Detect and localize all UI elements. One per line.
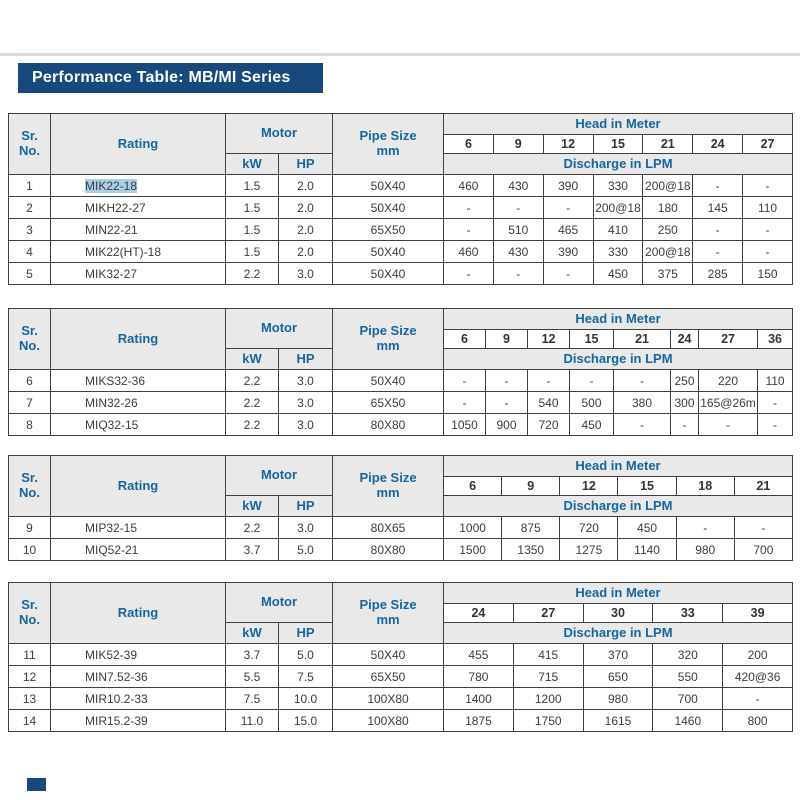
discharge-value-cell: -: [486, 370, 528, 392]
col-header-sr-no: Sr. No.: [9, 456, 51, 517]
pipe-size-cell: 50X40: [333, 644, 444, 666]
col-header-kw: kW: [226, 349, 279, 370]
discharge-value-cell: 300: [671, 392, 699, 414]
pipe-size-cell: 50X40: [333, 241, 444, 263]
kw-cell: 5.5: [226, 666, 279, 688]
discharge-value-cell: 415: [513, 644, 583, 666]
discharge-value-cell: -: [528, 370, 570, 392]
head-meter-value: 21: [734, 477, 792, 496]
discharge-value-cell: 200@18: [593, 197, 643, 219]
kw-cell: 2.2: [226, 392, 279, 414]
kw-cell: 2.2: [226, 517, 279, 539]
discharge-value-cell: 375: [643, 263, 693, 285]
table-body-4: [9, 644, 793, 732]
discharge-value-cell: 720: [560, 517, 618, 539]
sr-no-cell: 7: [9, 392, 51, 414]
pipe-size-cell: 80X65: [333, 517, 444, 539]
head-meter-value: 6: [444, 135, 494, 154]
col-header-hp: HP: [279, 623, 333, 644]
rating-cell: MIN32-26: [51, 392, 226, 414]
col-header-discharge: Discharge in LPM: [444, 349, 793, 370]
hp-cell: 2.0: [279, 219, 333, 241]
discharge-value-cell: 450: [593, 263, 643, 285]
discharge-value-cell: 900: [486, 414, 528, 436]
discharge-value-cell: 980: [583, 688, 653, 710]
discharge-value-cell: -: [570, 370, 614, 392]
sr-no-cell: 9: [9, 517, 51, 539]
rating-cell: MIKS32-36: [51, 370, 226, 392]
top-divider-line: [0, 53, 800, 56]
rating-cell: MIN22-21: [51, 219, 226, 241]
col-header-pipe-size: Pipe Size mm: [333, 309, 444, 370]
performance-table-1: [8, 113, 793, 285]
pipe-size-cell: 65X50: [333, 666, 444, 688]
sr-no-cell: 11: [9, 644, 51, 666]
discharge-value-cell: 1275: [560, 539, 618, 561]
kw-cell: 2.2: [226, 370, 279, 392]
head-meter-value: 12: [560, 477, 618, 496]
col-header-discharge: Discharge in LPM: [444, 154, 793, 175]
table-body-2: [9, 370, 793, 436]
discharge-value-cell: 700: [653, 688, 723, 710]
col-header-head-in-meter: Head in Meter: [444, 309, 793, 330]
pipe-size-cell: 80X80: [333, 539, 444, 561]
discharge-value-cell: 200@18: [643, 175, 693, 197]
discharge-value-cell: 1500: [444, 539, 502, 561]
table-row: [9, 644, 793, 666]
discharge-value-cell: 1000: [444, 517, 502, 539]
sr-no-cell: 3: [9, 219, 51, 241]
col-header-kw: kW: [226, 623, 279, 644]
col-header-discharge: Discharge in LPM: [444, 496, 793, 517]
col-header-discharge: Discharge in LPM: [444, 623, 793, 644]
table-row: [9, 414, 793, 436]
hp-cell: 7.5: [279, 666, 333, 688]
discharge-value-cell: 1350: [502, 539, 560, 561]
col-header-hp: HP: [279, 496, 333, 517]
performance-table-2: [8, 308, 793, 436]
pipe-size-cell: 80X80: [333, 414, 444, 436]
discharge-value-cell: 430: [493, 241, 543, 263]
discharge-value-cell: -: [614, 414, 671, 436]
table-body-1: [9, 175, 793, 285]
kw-cell: 1.5: [226, 175, 279, 197]
discharge-value-cell: 1460: [653, 710, 723, 732]
table-row: [9, 710, 793, 732]
discharge-value-cell: -: [543, 263, 593, 285]
head-meter-value: 30: [583, 604, 653, 623]
hp-cell: 3.0: [279, 392, 333, 414]
col-header-sr-no: Sr. No.: [9, 114, 51, 175]
discharge-value-cell: 1750: [513, 710, 583, 732]
discharge-value-cell: 510: [493, 219, 543, 241]
head-meter-value: 27: [699, 330, 758, 349]
head-meter-value: 15: [570, 330, 614, 349]
col-header-head-in-meter: Head in Meter: [444, 114, 793, 135]
kw-cell: 11.0: [226, 710, 279, 732]
page-title: Performance Table: MB/MI Series: [18, 63, 323, 93]
table-row: [9, 197, 793, 219]
head-meter-value: 12: [543, 135, 593, 154]
performance-table-4: [8, 582, 793, 732]
kw-cell: 1.5: [226, 241, 279, 263]
head-meter-value: 6: [444, 330, 486, 349]
discharge-value-cell: -: [671, 414, 699, 436]
discharge-value-cell: 320: [653, 644, 723, 666]
head-meter-value: 21: [643, 135, 693, 154]
kw-cell: 1.5: [226, 197, 279, 219]
discharge-value-cell: 460: [444, 241, 494, 263]
discharge-value-cell: 430: [493, 175, 543, 197]
sr-no-cell: 14: [9, 710, 51, 732]
discharge-value-cell: 220: [699, 370, 758, 392]
head-meter-value: 6: [444, 477, 502, 496]
hp-cell: 3.0: [279, 414, 333, 436]
pipe-size-cell: 50X40: [333, 263, 444, 285]
discharge-value-cell: 200@18: [643, 241, 693, 263]
discharge-value-cell: 285: [693, 263, 743, 285]
head-meter-value: 39: [723, 604, 793, 623]
head-meter-value: 33: [653, 604, 723, 623]
head-meter-value: 27: [513, 604, 583, 623]
discharge-value-cell: 380: [614, 392, 671, 414]
col-header-kw: kW: [226, 496, 279, 517]
kw-cell: 3.7: [226, 539, 279, 561]
discharge-value-cell: -: [543, 197, 593, 219]
discharge-value-cell: -: [614, 370, 671, 392]
sr-no-cell: 6: [9, 370, 51, 392]
kw-cell: 1.5: [226, 219, 279, 241]
discharge-value-cell: -: [743, 219, 793, 241]
col-header-pipe-size: Pipe Size mm: [333, 114, 444, 175]
discharge-value-cell: -: [444, 263, 494, 285]
col-header-hp: HP: [279, 154, 333, 175]
kw-cell: 2.2: [226, 263, 279, 285]
discharge-value-cell: -: [693, 241, 743, 263]
discharge-value-cell: 1200: [513, 688, 583, 710]
pipe-size-cell: 100X80: [333, 710, 444, 732]
table-row: [9, 517, 793, 539]
table-row: [9, 392, 793, 414]
head-meter-value: 24: [693, 135, 743, 154]
rating-cell: MIR15.2-39: [51, 710, 226, 732]
discharge-value-cell: -: [723, 688, 793, 710]
col-header-sr-no: Sr. No.: [9, 309, 51, 370]
col-header-head-in-meter: Head in Meter: [444, 456, 793, 477]
rating-cell: [51, 175, 226, 197]
head-meter-value: 24: [671, 330, 699, 349]
discharge-value-cell: 455: [444, 644, 514, 666]
head-meter-value: 9: [493, 135, 543, 154]
col-header-motor: Motor: [226, 456, 333, 496]
col-header-rating: Rating: [51, 114, 226, 175]
table-row: [9, 688, 793, 710]
hp-cell: 15.0: [279, 710, 333, 732]
hp-cell: 2.0: [279, 241, 333, 263]
pipe-size-cell: 50X40: [333, 197, 444, 219]
rating-cell: MIN7.52-36: [51, 666, 226, 688]
discharge-value-cell: 420@36: [723, 666, 793, 688]
kw-cell: 3.7: [226, 644, 279, 666]
rating-cell: MIQ32-15: [51, 414, 226, 436]
discharge-value-cell: 460: [444, 175, 494, 197]
head-meter-value: 21: [614, 330, 671, 349]
rating-cell: MIP32-15: [51, 517, 226, 539]
head-meter-value: 15: [593, 135, 643, 154]
hp-cell: 5.0: [279, 539, 333, 561]
discharge-value-cell: 390: [543, 241, 593, 263]
discharge-value-cell: -: [734, 517, 792, 539]
discharge-value-cell: -: [758, 414, 793, 436]
discharge-value-cell: 150: [743, 263, 793, 285]
table-body-3: [9, 517, 793, 561]
col-header-motor: Motor: [226, 114, 333, 154]
discharge-value-cell: 370: [583, 644, 653, 666]
discharge-value-cell: 200: [723, 644, 793, 666]
pipe-size-cell: 50X40: [333, 175, 444, 197]
discharge-value-cell: -: [444, 197, 494, 219]
discharge-value-cell: 410: [593, 219, 643, 241]
hp-cell: 3.0: [279, 517, 333, 539]
discharge-value-cell: 800: [723, 710, 793, 732]
page-footer-marker: [27, 778, 46, 791]
discharge-value-cell: 450: [570, 414, 614, 436]
performance-table-3: [8, 455, 793, 561]
col-header-head-in-meter: Head in Meter: [444, 583, 793, 604]
col-header-hp: HP: [279, 349, 333, 370]
hp-cell: 3.0: [279, 370, 333, 392]
discharge-value-cell: 450: [618, 517, 676, 539]
discharge-value-cell: 715: [513, 666, 583, 688]
discharge-value-cell: -: [444, 219, 494, 241]
hp-cell: 10.0: [279, 688, 333, 710]
discharge-value-cell: 500: [570, 392, 614, 414]
discharge-value-cell: 1615: [583, 710, 653, 732]
discharge-value-cell: 465: [543, 219, 593, 241]
sr-no-cell: 2: [9, 197, 51, 219]
kw-cell: 2.2: [226, 414, 279, 436]
discharge-value-cell: 145: [693, 197, 743, 219]
discharge-value-cell: -: [699, 414, 758, 436]
discharge-value-cell: 330: [593, 175, 643, 197]
table-row: [9, 241, 793, 263]
col-header-sr-no: Sr. No.: [9, 583, 51, 644]
discharge-value-cell: -: [693, 175, 743, 197]
col-header-pipe-size: Pipe Size mm: [333, 456, 444, 517]
col-header-rating: Rating: [51, 583, 226, 644]
discharge-value-cell: 980: [676, 539, 734, 561]
discharge-value-cell: -: [758, 392, 793, 414]
hp-cell: 5.0: [279, 644, 333, 666]
discharge-value-cell: 250: [671, 370, 699, 392]
rating-cell: MIK52-39: [51, 644, 226, 666]
head-meter-value: 12: [528, 330, 570, 349]
col-header-pipe-size: Pipe Size mm: [333, 583, 444, 644]
col-header-rating: Rating: [51, 309, 226, 370]
discharge-value-cell: -: [493, 263, 543, 285]
rating-cell: MIK22(HT)-18: [51, 241, 226, 263]
head-meter-value: 36: [758, 330, 793, 349]
sr-no-cell: 8: [9, 414, 51, 436]
discharge-value-cell: 540: [528, 392, 570, 414]
discharge-value-cell: -: [743, 241, 793, 263]
discharge-value-cell: 165@26m: [699, 392, 758, 414]
col-header-motor: Motor: [226, 309, 333, 349]
discharge-value-cell: 550: [653, 666, 723, 688]
discharge-value-cell: 330: [593, 241, 643, 263]
discharge-value-cell: -: [444, 370, 486, 392]
discharge-value-cell: 1050: [444, 414, 486, 436]
pipe-size-cell: 65X50: [333, 392, 444, 414]
table-row: [9, 263, 793, 285]
col-header-rating: Rating: [51, 456, 226, 517]
discharge-value-cell: -: [743, 175, 793, 197]
col-header-motor: Motor: [226, 583, 333, 623]
discharge-value-cell: 875: [502, 517, 560, 539]
discharge-value-cell: 1140: [618, 539, 676, 561]
discharge-value-cell: 180: [643, 197, 693, 219]
discharge-value-cell: 700: [734, 539, 792, 561]
discharge-value-cell: -: [493, 197, 543, 219]
pipe-size-cell: 100X80: [333, 688, 444, 710]
discharge-value-cell: -: [444, 392, 486, 414]
discharge-value-cell: 250: [643, 219, 693, 241]
table-row: [9, 539, 793, 561]
table-row: [9, 175, 793, 197]
sr-no-cell: 12: [9, 666, 51, 688]
head-meter-value: 15: [618, 477, 676, 496]
table-row: [9, 219, 793, 241]
head-meter-value: 9: [486, 330, 528, 349]
discharge-value-cell: -: [486, 392, 528, 414]
sr-no-cell: 13: [9, 688, 51, 710]
kw-cell: 7.5: [226, 688, 279, 710]
sr-no-cell: 10: [9, 539, 51, 561]
head-meter-value: 27: [743, 135, 793, 154]
pipe-size-cell: 65X50: [333, 219, 444, 241]
hp-cell: 2.0: [279, 175, 333, 197]
rating-cell: MIKH22-27: [51, 197, 226, 219]
discharge-value-cell: -: [676, 517, 734, 539]
discharge-value-cell: 1875: [444, 710, 514, 732]
discharge-value-cell: 720: [528, 414, 570, 436]
discharge-value-cell: 110: [743, 197, 793, 219]
rating-cell: MIQ52-21: [51, 539, 226, 561]
head-meter-value: 18: [676, 477, 734, 496]
sr-no-cell: 5: [9, 263, 51, 285]
sr-no-cell: 4: [9, 241, 51, 263]
head-meter-value: 9: [502, 477, 560, 496]
head-meter-value: 24: [444, 604, 514, 623]
discharge-value-cell: 780: [444, 666, 514, 688]
discharge-value-cell: -: [693, 219, 743, 241]
selected-text-highlight: MIK22-18: [85, 178, 138, 193]
discharge-value-cell: 650: [583, 666, 653, 688]
discharge-value-cell: 1400: [444, 688, 514, 710]
rating-cell: MIK32-27: [51, 263, 226, 285]
rating-cell: MIR10.2-33: [51, 688, 226, 710]
hp-cell: 3.0: [279, 263, 333, 285]
col-header-kw: kW: [226, 154, 279, 175]
table-row: [9, 370, 793, 392]
pipe-size-cell: 50X40: [333, 370, 444, 392]
discharge-value-cell: 110: [758, 370, 793, 392]
sr-no-cell: 1: [9, 175, 51, 197]
discharge-value-cell: 390: [543, 175, 593, 197]
table-row: [9, 666, 793, 688]
hp-cell: 2.0: [279, 197, 333, 219]
